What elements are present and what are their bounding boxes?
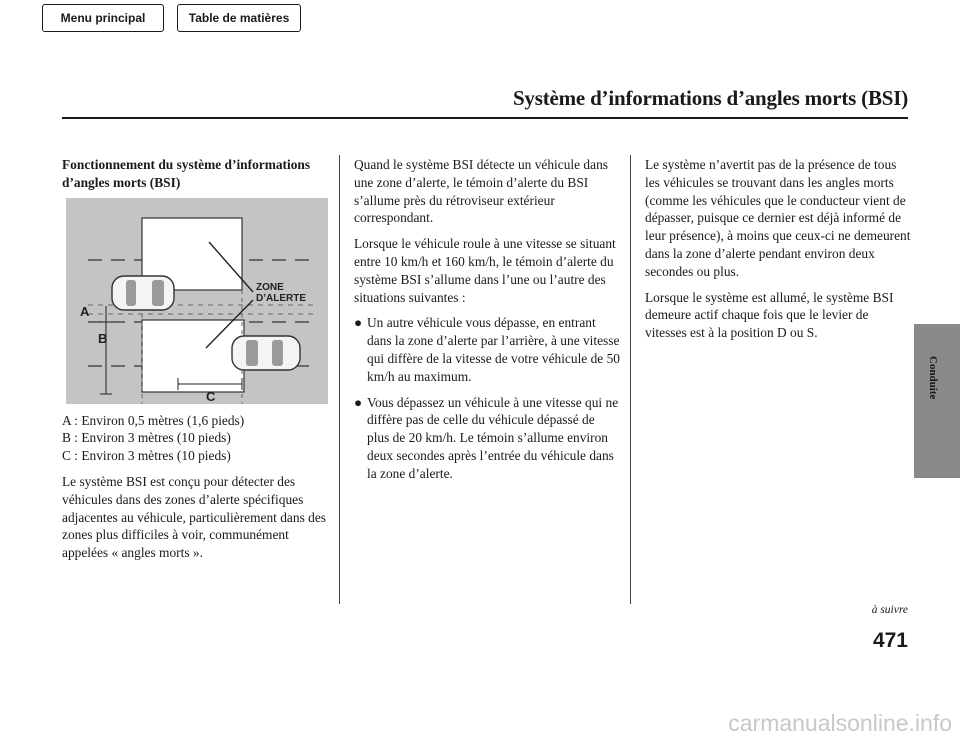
zone-label-line-2: D’ALERTE — [256, 292, 306, 304]
label-b: B — [98, 330, 108, 346]
page-title: Système d’informations d’angles morts (BSI) — [512, 86, 908, 110]
continued-note: à suivre — [871, 604, 908, 616]
body-paragraph: Le système n’avertit pas de la présence de tous les véhicules se trouvant dans les angles morts (comme les véhicules que le conducteur vient de dépasser, puisque ce dernier est déjà informé de leur présence), à moins que ceux-ci ne demeurent dans la zone d’alerte pendant environ deux secondes ou plus. — [645, 157, 911, 279]
measurement-item: A : Environ 0,5 mètres (1,6 pieds) — [62, 412, 245, 428]
car-top-view-icon — [232, 336, 300, 370]
bullet-text: Vous dépassez un véhicule à une vitesse qui ne diffère pas de celle du véhicule dépassé de plus de 20 km/h. Le témoin s’allume environ deux secondes après l’entrée du véhicule dans la zone d’alerte. — [367, 394, 619, 481]
page-number: 471 — [872, 629, 908, 652]
body-paragraph: Quand le système BSI détecte un véhicule dans une zone d’alerte, le témoin d’alerte du BSI s’allume près du rétroviseur extérieur correspondant. — [354, 157, 608, 226]
measurement-list — [62, 412, 334, 465]
car-top-view-icon — [112, 276, 174, 310]
label-a: A — [80, 303, 90, 319]
body-paragraph: Lorsque le véhicule roule à une vitesse se situant entre 10 km/h et 160 km/h, le témoin d’alerte du système BSI s’allume dans l’une ou l’autre des situations suivantes : — [354, 236, 616, 305]
measurement-item: B : Environ 3 mètres (10 pieds) — [62, 430, 231, 446]
label-c: C — [206, 388, 216, 404]
zone-label-line-1: ZONE — [256, 281, 284, 293]
section-tab-label: Conduite — [927, 356, 939, 400]
bullet-text: Un autre véhicule vous dépasse, en entrant dans la zone d’alerte par l’arrière, à une vitesse qui diffère de la vitesse de votre véhicule de 50 km/h au maximum. — [367, 315, 620, 384]
blind-spot-zone-diagram — [66, 198, 328, 404]
section-subheading: Fonctionnement du système d’informations d’angles morts (BSI) — [62, 157, 311, 190]
column-2 — [354, 156, 620, 491]
bullet-item — [354, 394, 620, 483]
watermark: carmanualsonline.info — [728, 710, 952, 736]
table-of-contents-button[interactable]: Table de matières — [177, 4, 301, 32]
body-paragraph: Le système BSI est conçu pour détecter des véhicules dans des zones d’alerte spécifiques adjacentes au véhicule, particulièrement dans des zones plus difficiles à voir, communément appelées « angles morts ». — [62, 473, 326, 561]
main-menu-button[interactable]: Menu principal — [42, 4, 164, 32]
bullet-icon: ● — [354, 315, 363, 331]
bullet-icon: ● — [354, 394, 363, 410]
measurement-item: C : Environ 3 mètres (10 pieds) — [62, 448, 231, 464]
body-paragraph: Lorsque le système est allumé, le système BSI demeure actif chaque fois que le levier de vitesses est à la position D ou S. — [645, 289, 894, 341]
header-divider — [62, 117, 908, 119]
column-divider — [630, 155, 631, 604]
column-3 — [645, 156, 911, 350]
column-1 — [62, 156, 334, 570]
bullet-item — [354, 314, 620, 385]
section-tab — [914, 324, 960, 478]
column-divider — [339, 155, 340, 604]
